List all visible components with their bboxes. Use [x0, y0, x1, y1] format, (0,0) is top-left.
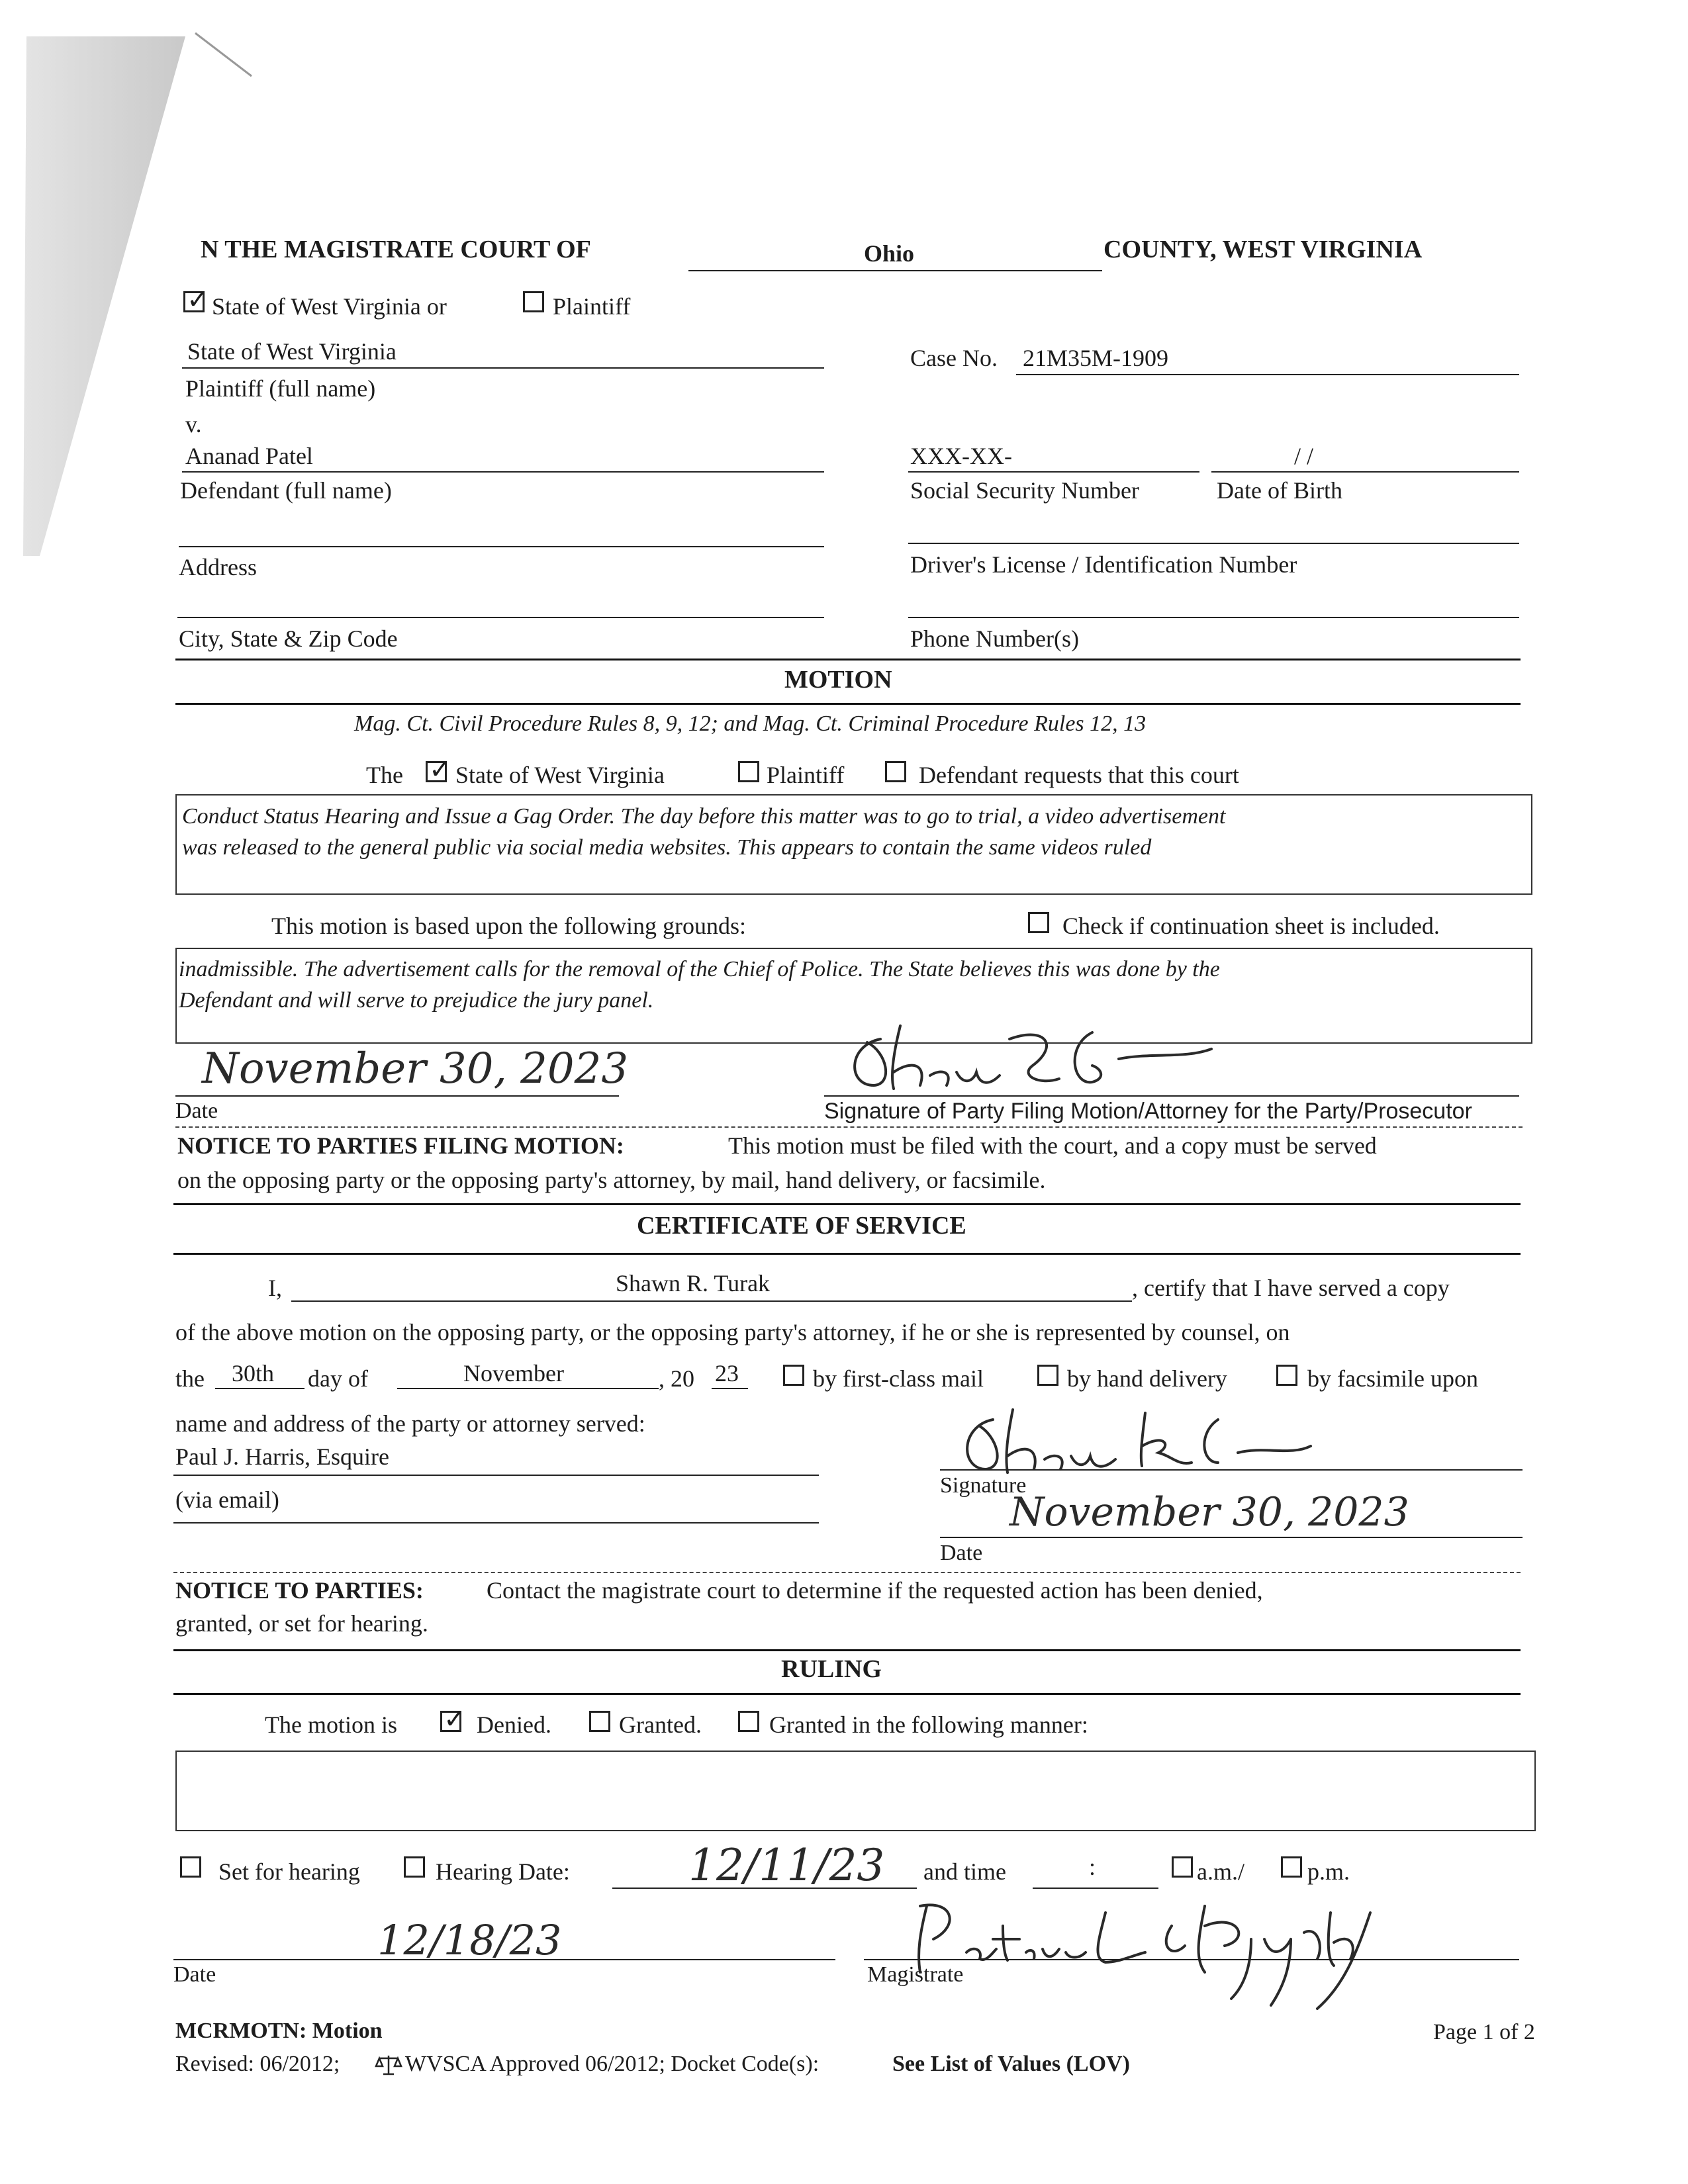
hand-delivery-label: by hand delivery: [1067, 1365, 1227, 1392]
county-value: Ohio: [864, 240, 915, 267]
checkmark-icon: ✓: [187, 285, 209, 314]
certificate-title: CERTIFICATE OF SERVICE: [637, 1212, 966, 1240]
notice-parties-heading: NOTICE TO PARTIES:: [175, 1577, 424, 1604]
continuation-label: Check if continuation sheet is included.: [1062, 913, 1440, 939]
court-suffix: COUNTY, WEST VIRGINIA: [1103, 236, 1423, 263]
phone-label: Phone Number(s): [910, 625, 1079, 652]
served-party-name: Paul J. Harris, Esquire: [175, 1443, 389, 1470]
continuation-checkbox[interactable]: [1028, 912, 1049, 933]
grounds-line-1: inadmissible. The advertisement calls for the removal of the Chief of Police. The State believes this was done by the: [179, 957, 1220, 981]
motion-date-label: Date: [175, 1099, 218, 1123]
magistrate-signature: [894, 1886, 1443, 2012]
attorney-signature: [841, 1013, 1238, 1099]
motion-date-value: November 30, 2023: [202, 1044, 629, 1093]
denied-label: Denied.: [477, 1711, 551, 1738]
granted-checkbox[interactable]: [589, 1711, 610, 1732]
service-day-value: 30th: [232, 1360, 275, 1387]
motion-signature-label: Signature of Party Filing Motion/Attorney for the Party/Prosecutor: [824, 1099, 1472, 1124]
am-label: a.m./: [1197, 1858, 1244, 1885]
served-party-label: name and address of the party or attorney served:: [175, 1410, 645, 1437]
request-line-1: Conduct Status Hearing and Issue a Gag Order. The day before this matter was to go to trial, a video advertisement: [182, 804, 1226, 829]
certificate-signature: [953, 1400, 1324, 1479]
pm-label: p.m.: [1307, 1858, 1350, 1885]
ruling-prefix: The motion is: [265, 1711, 397, 1738]
city-state-zip-label: City, State & Zip Code: [179, 625, 398, 652]
requester-state-label: State of West Virginia: [455, 762, 665, 788]
ssn-label: Social Security Number: [910, 477, 1139, 504]
pm-checkbox[interactable]: [1281, 1856, 1302, 1878]
time-value: :: [1089, 1854, 1096, 1880]
requester-plaintiff-label: Plaintiff: [767, 762, 845, 788]
ruling-title: RULING: [781, 1655, 882, 1683]
granted-manner-checkbox[interactable]: [738, 1711, 759, 1732]
ruling-date-value: 12/18/23: [377, 1916, 562, 1964]
first-class-mail-label: by first-class mail: [813, 1365, 984, 1392]
hearing-date-label: Hearing Date:: [436, 1858, 570, 1885]
license-label: Driver's License / Identification Number: [910, 551, 1297, 578]
certificate-line-2: of the above motion on the opposing party, or the opposing party's attorney, if he or she is represented by counsel, on: [175, 1319, 1290, 1345]
granted-label: Granted.: [619, 1711, 702, 1738]
certificate-date-value: November 30, 2023: [1009, 1489, 1409, 1535]
requester-state-checkbox[interactable]: [426, 754, 451, 784]
plaintiff-checkbox[interactable]: [523, 291, 544, 312]
plaintiff-name-value: State of West Virginia: [187, 338, 397, 365]
approved-text: WVSCA Approved 06/2012; Docket Code(s):: [405, 2052, 820, 2076]
requester-defendant-label: Defendant requests that this court: [919, 762, 1239, 788]
notice-parties-text-2: granted, or set for hearing.: [175, 1610, 428, 1637]
am-checkbox[interactable]: [1172, 1856, 1193, 1878]
certificate-date-label: Date: [940, 1541, 983, 1565]
requester-plaintiff-checkbox[interactable]: [738, 761, 759, 782]
case-number-label: Case No.: [910, 345, 998, 371]
magistrate-label: Magistrate: [867, 1962, 964, 1987]
request-line-2: was released to the general public via social media websites. This appears to contain the same videos ruled: [182, 835, 1152, 860]
served-party-via: (via email): [175, 1486, 279, 1513]
case-number-value: 21M35M-1909: [1023, 345, 1169, 371]
day-of-label: day of: [308, 1365, 368, 1392]
notice-filing-text-2: on the opposing party or the opposing party's attorney, by mail, hand delivery, or facsimile.: [177, 1167, 1046, 1193]
checkmark-icon: ✓: [429, 754, 451, 784]
defendant-name-value: Ananad Patel: [185, 443, 313, 469]
scales-of-justice-icon: [374, 2053, 403, 2077]
certifier-name: Shawn R. Turak: [616, 1270, 771, 1297]
checkmark-icon: ✓: [444, 1704, 466, 1734]
grounds-label: This motion is based upon the following grounds:: [271, 913, 746, 939]
hand-delivery-checkbox[interactable]: [1037, 1365, 1058, 1386]
granted-manner-box[interactable]: [175, 1751, 1536, 1831]
dob-value: / /: [1294, 443, 1314, 469]
motion-title: MOTION: [784, 666, 892, 694]
granted-manner-label: Granted in the following manner:: [769, 1711, 1088, 1738]
facsimile-checkbox[interactable]: [1276, 1365, 1297, 1386]
hearing-date-checkbox[interactable]: [404, 1856, 425, 1878]
versus-label: v.: [185, 411, 202, 437]
ssn-value: XXX-XX-: [910, 443, 1012, 469]
dob-label: Date of Birth: [1217, 477, 1342, 504]
certificate-signature-label: Signature: [940, 1473, 1027, 1498]
first-class-mail-checkbox[interactable]: [783, 1365, 804, 1386]
lov-text: See List of Values (LOV): [892, 2052, 1130, 2076]
requester-defendant-checkbox[interactable]: [885, 761, 906, 782]
state-option-label: State of West Virginia or: [212, 293, 447, 320]
motion-rules: Mag. Ct. Civil Procedure Rules 8, 9, 12; and Mag. Ct. Criminal Procedure Rules 12, 13: [354, 711, 1147, 736]
denied-checkbox[interactable]: [440, 1704, 466, 1734]
page-number: Page 1 of 2: [1433, 2020, 1535, 2044]
grounds-line-2: Defendant and will serve to prejudice the jury panel.: [179, 988, 654, 1013]
set-hearing-checkbox[interactable]: [180, 1856, 201, 1878]
requester-prefix: The: [366, 762, 403, 788]
plaintiff-option-label: Plaintiff: [553, 293, 631, 320]
notice-parties-text-1: Contact the magistrate court to determine if the requested action has been denied,: [487, 1577, 1263, 1604]
certificate-i-label: I,: [268, 1275, 282, 1301]
notice-filing-text-1: This motion must be filed with the court, and a copy must be served: [728, 1132, 1377, 1159]
defendant-name-label: Defendant (full name): [180, 477, 392, 504]
hearing-date-value: 12/11/23: [688, 1840, 885, 1891]
form-id: MCRMOTN: Motion: [175, 2019, 383, 2043]
state-checkbox[interactable]: [183, 285, 209, 314]
set-hearing-label: Set for hearing: [218, 1858, 360, 1885]
certify-text: , certify that I have served a copy: [1132, 1275, 1450, 1301]
service-year-value: 23: [715, 1360, 739, 1387]
court-prefix: N THE MAGISTRATE COURT OF: [201, 236, 591, 263]
address-label: Address: [179, 554, 257, 580]
year-prefix: , 20: [659, 1365, 694, 1392]
the-label: the: [175, 1365, 205, 1392]
revised-text: Revised: 06/2012;: [175, 2052, 340, 2076]
plaintiff-name-label: Plaintiff (full name): [185, 375, 376, 402]
service-month-value: November: [463, 1360, 564, 1387]
notice-filing-heading: NOTICE TO PARTIES FILING MOTION:: [177, 1132, 624, 1159]
time-label: and time: [923, 1858, 1006, 1885]
ruling-date-label: Date: [173, 1962, 216, 1987]
facsimile-label: by facsimile upon: [1307, 1365, 1478, 1392]
